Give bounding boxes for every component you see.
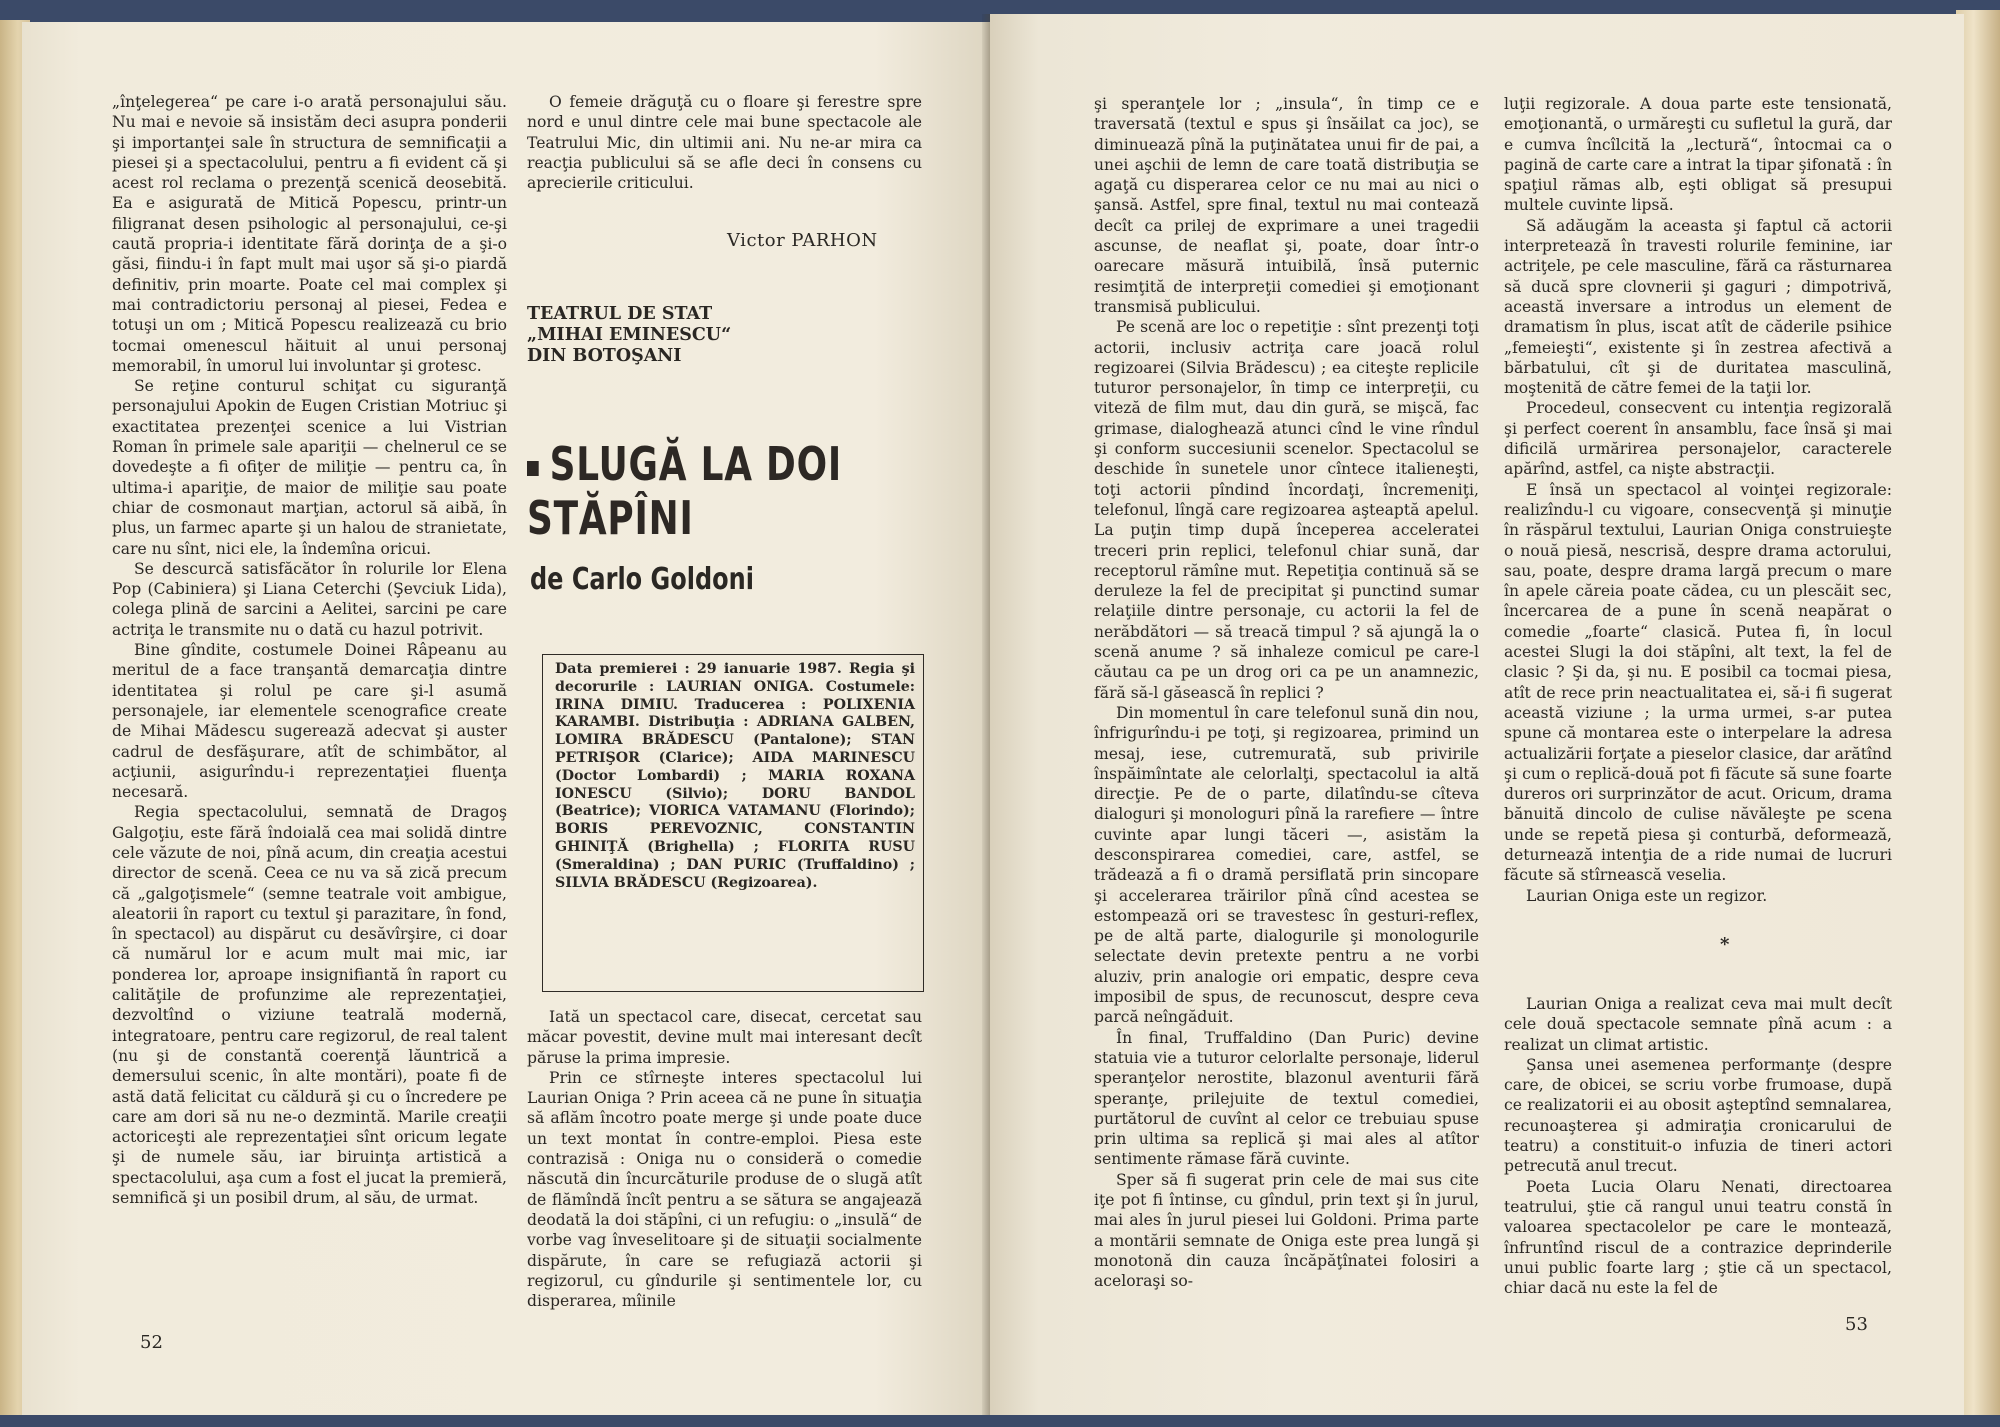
title-bullet-square: [527, 461, 539, 476]
paragraph: Procedeul, consecvent cu intenţia regizorală şi perfect coerent în ansamblu, face însă şi mai dificilă urmărirea personajelor, caracterele apărînd, astfel, ca nişte abstracţii.: [1504, 399, 1892, 479]
paragraph: Se reţine conturul schiţat cu siguranţă personajului Apokin de Eugen Cristian Motriuc şi exactitatea prezenţei scenice a lui Vistrian Roman în primele sale apariţii — chelnerul ce se dovedeşte a fi ofiţer de miliţie — pentru ca, în ultima-i apariţie, de maior de miliţie sau poate chiar de cosmonaut marţian, actorul să aibă, în plus, un farmec aparte şi un halou de stranietate, care nu sînt, nici ele, la îndemîna oricui.: [112, 377, 507, 558]
paragraph: Laurian Oniga este un regizor.: [1526, 886, 1768, 905]
play-title: [527, 437, 842, 545]
section-break-asterisk: *: [1720, 934, 1730, 955]
credits-box: [542, 654, 924, 992]
right-page-column-2-continued: [1504, 994, 1892, 1306]
theatre-heading: [527, 304, 731, 367]
paragraph: Să adăugăm la aceasta şi faptul că actorii interpretează în travesti rolurile feminine, iar actriţele, pe cele masculine, fără ca răsturnarea să ducă spre clovnerii şi gaguri ; dimpotrivă, această inversare a introdus un element de dramatism în plus, iscat atît de căderile psihice „femeieşti“, existente şi în zestrea afectivă a bărbatului, cît şi de duritatea masculină, moştenită de către femei de la taţii lor.: [1504, 216, 1892, 398]
paragraph: Prin ce stîrneşte interes spectacolul lui Laurian Oniga ? Prin aceea că ne pune în situaţia să aflăm încotro poate merge şi unde poate duce un text montat în contre-emploi. Piesa este contrazisă : Oniga nu o consideră o comedie născută din încurcăturile produse de o slugă atît de flămîndă încît pentru a se sătura se angajează deodată la doi stăpîni, ci un refugiu: o „insulă“ de vorbe vag înveselitoare şi de situaţii socialmente dispărute, în care se refugiază actorii şi regizorul, cu gîndurile şi sentimentele lor, cu disperarea, mîinile: [527, 1068, 922, 1311]
paragraph: Se descurcă satisfăcător în rolurile lor Elena Pop (Cabiniera) şi Liana Ceterchi (Şevciuk Lida), colega plină de sarcini a Aelitei, sarcini pe care actriţa le transmite nu o dată cu hazul potrivit.: [112, 559, 507, 639]
paragraph: E însă un spectacol al voinţei regizorale: realizîndu-l cu vigoare, consecvenţă şi minuţie în răspărul textului, Laurian Oniga construieşte o nouă piesă, nescrisă, despre drama actorului, sau, poate, despre drama largă precum o mare în apele căreia poate cădea, cu un plescăit sec, încercarea de a pune în scenă neapărat o comedie „foarte“ clasică. Putea fi, în locul acestei Slugi la doi stăpîni, alt text, la fel de clasic ? Şi da, şi nu. E posibil ca tocmai piesa, atît de rece prin neactualitatea ei, să-i fi sugerat această viziune ; la urma urmei, s-ar putea spune că montarea este o interpelare la adresa actualizării forţate a pieselor clasice, dar arătînd şi cum o replică-două pot fi făcute să sune foarte dureros ori surprinzător de acut. Oricum, drama bănuită dincolo de culise năvăleşte pe scena unde se repetă piesa şi conturbă, deformează, deturnează intenţia de a ride numai de lucruri făcute să stîrnească veselia.: [1504, 480, 1892, 885]
page-right: [990, 14, 1964, 1415]
left-page-column-2-intro: [527, 92, 922, 242]
credits-text: Data premierei : 29 ianuarie 1987. Regia şi decorurile : LAURIAN ONIGA. Costumele: IRINA DIMIU. Traducerea : POLIXENIA KARAMBI. Distribuţia : ADRIANA GALBEN, LOMIRA BRĂDESCU (Pantalone); STAN PETRIŞOR (Clarice); AIDA MARINESCU (Doctor Lombardi) ; MARIA ROXANA IONESCU (Silvio); DORU BANDOL (Beatrice); VIORICA VATAMANU (Florindo); BORIS PEREVOZNIC, CONSTANTIN GHINIŢĂ (Brighella) ; FLORITA RUSU (Smeraldina) ; DAN PURIC (Truffaldino) ; SILVIA BRĂDESCU (Regizoarea).: [555, 661, 915, 891]
paragraph: Bine gîndite, costumele Doinei Râpeanu au meritul de a face tranşantă demarcaţia dintre identitatea şi rolul pe care şi-l asumă personajele, iar elementele scenografice create de Mihai Mădescu sugerează adecvat şi auster cadrul de desfăşurare, atît de schimbător, al acţiunii, asigurîndu-i reprezentaţiei fluenţa necesară.: [112, 641, 507, 802]
page-left: [22, 22, 990, 1415]
paragraph: şi speranţele lor ; „insula“, în timp ce e traversată (textul e spus şi însăilat ca joc), se diminuează pînă la puţinătatea unui fir de pai, a unei aşchii de lemn de care toată distribuţia se agaţă cu disperarea celor ce nu mai au nici o şansă. Astfel, spre final, textul nu mai contează decît ca prilej de exprimare a unei tragedii ascunse, de neaflat şi, poate, doar într-o oarecare măsură intuibilă, însă puternic resimţită de interpreţii comediei şi emoţionant transmisă publicului.: [1094, 95, 1479, 316]
paragraph: Pe scenă are loc o repetiţie : sînt prezenţi toţi actorii, inclusiv actriţa care joacă rolul regizoarei (Silvia Brădescu) ; ea citeşte replicile tuturor personajelor, în timp ce interpreţii, cu viteză de film mut, dau din gură, se mişcă, fac grimase, dialoghează atunci cînd le vine rîndul şi conform succesiunii scenelor. Spectacolul se deschide în sunetele unor cîntece italieneşti, toţi actorii pîndind încordaţi, încremeniţi, telefonul, lîngă care regizoarea aşteaptă apelul. La puţin timp după începerea acceleratei treceri prin replici, telefonul chiar sună, dar receptorul rămîne mut. Repetiţia continuă să se deruleze la fel de precipitat şi punctind sumar relaţiile dintre personaje, cu actorii la fel de nerăbdători — să treacă timpul ? să ajungă la o scenă anume ? să inhaleze comicul pe care-l căutau ca pe un drog ori ca pe un anamnezic, fără să-l găsească în replici ?: [1094, 318, 1479, 702]
article-signature: Victor PARHON: [727, 230, 878, 251]
theatre-heading-line-1: TEATRUL DE STAT: [527, 304, 713, 324]
paragraph: Poeta Lucia Olaru Nenati, directoarea teatrului, ştie că rangul unui teatru constă în valoarea spectacolelor pe care le montează, înfruntînd riscul de a contrazice deprinderile unui public foarte larg ; ştie că un spectacol, chiar dacă nu este la fel de: [1504, 1177, 1892, 1298]
paragraph: Din momentul în care telefonul sună din nou, înfrigurîndu-i pe toţi, şi regizoarea, primind un mesaj, iese, cutremurată, sub privirile înspăimîntate ale celorlalţi, spectacolul ia altă direcţie. Pe de o parte, dilatîndu-se cîteva dialoguri şi monologuri pînă la rarefiere — între cuvinte apar lungi tăceri —, asistăm la desconspirarea comediei, care, astfel, se trădează a fi o dramă persiflată prin sincopare şi accelerarea trăirilor pînă cînd acestea se estompează ori se travestesc în gesturi-reflex, pe de altă parte, dialogurile şi monologurile selectate devin pretexte pentru a ne vorbi aluziv, prin analogie ori empatic, despre ceva imposibil de spus, de recunoscut, despre ceva parcă neîngăduit.: [1094, 703, 1479, 1027]
left-page-column-1: [112, 92, 507, 1317]
paragraph: În final, Truffaldino (Dan Puric) devine statuia vie a tuturor celorlalte personaje, liderul speranţelor nerostite, blazonul aventurii fără speranţe, prilejuite de textul comediei, purtătorul de cuvînt al celor ce trebuiau spuse prin ultima sa replică şi mai ales al atîtor sentimente rămase fără cuvinte.: [1094, 1028, 1479, 1169]
right-page-column-1: [1094, 94, 1479, 1306]
paragraph: Iată un spectacol care, disecat, cercetat sau măcar povestit, devine mult mai interesant decît păruse la prima impresie.: [527, 1008, 922, 1067]
paragraph: luţii regizorale. A doua parte este tensionată, emoţionantă, o urmăreşti cu sufletul la gură, dar e cumva încîlcită la „lectură“, întocmai ca o pagină de carte care a intrat la tipar şifonată : în spaţiul rămas alb, eşti obligat să presupui multele cuvinte lipsă.: [1504, 95, 1892, 215]
page-number-left: 52: [140, 1332, 163, 1353]
page-number-right: 53: [1845, 1314, 1868, 1335]
theatre-heading-line-3: DIN BOTOŞANI: [527, 346, 682, 366]
theatre-heading-line-2: „MIHAI EMINESCU“: [527, 325, 732, 345]
play-title-line-1: SLUGĂ LA DOI: [549, 437, 843, 491]
author-line: de Carlo Goldoni: [530, 562, 754, 597]
intro-paragraph: O femeie drăguţă cu o floare şi ferestre spre nord e unul dintre cele mai bune spectacole ale Teatrului Mic, din ultimii ani. Nu ne-ar mira ca reacţia publicului să se afle deci în consens cu aprecierile criticului.: [527, 93, 922, 193]
paragraph: Regia spectacolului, semnată de Dragoş Galgoţiu, este fără îndoială cea mai solidă dintre cele văzute de noi, pînă acum, din creaţia acestui director de scenă. Ceea ce nu va să zică precum că „galgoţismele“ (semne teatrale voit ambigue, aleatorii în raport cu textul şi parazitare, în fond, în spectacol) au dispărut cu desăvîrşire, ci doar că numărul lor e acum mult mai mic, iar ponderea lor, aproape insignifiantă în raport cu calităţile de profunzime ale reprezentaţiei, dezvoltînd o viziune teatrală modernă, integratoare, pentru care regizorul, de real talent (nu şi de constantă coerenţă lăuntrică a demersului scenic, în alte montări), poate fi de astă dată felicitat cu căldură şi cu o încredere pe care am dori să nu ne-o dezmintă. Marile creaţii actoriceşti ale reprezentaţiei sînt oricum legate şi de numele său, iar biruinţa artistică a spectacolului, aşa cum a fost el jucat la premieră, semnifică şi un posibil drum, al său, de urmat.: [112, 803, 507, 1208]
paragraph: Laurian Oniga a realizat ceva mai mult decît cele două spectacole semnate pînă acum : a realizat un climat artistic.: [1504, 995, 1892, 1054]
paragraph: Sper să fi sugerat prin cele de mai sus cite iţe pot fi întinse, cu gîndul, prin text şi în jurul, mai ales în jurul piesei lui Goldoni. Prima parte a montării semnate de Oniga este prea lungă şi monotonă din cauza încăpăţînatei folosiri a aceloraşi so-: [1094, 1170, 1479, 1291]
right-page-column-2: [1504, 94, 1892, 929]
play-title-line-2: STĂPÎNI: [527, 491, 694, 545]
paragraph: „înţelegerea“ pe care i-o arată personajului său. Nu mai e nevoie să insistăm deci asupra ponderii şi importanţei sale în structura de semnificaţii a piesei şi a spectacolului, pentru a fi evident că şi acest rol reclama o prezenţă scenică deosebită. Ea e asigurată de Mitică Popescu, printr-un filigranat desen psihologic al personajului, ce-şi caută propria-i identitate fără dorinţa de a şi-o găsi, fiindu-i în fapt mult mai uşor să şi-o piardă definitiv, prin moarte. Poate cel mai complex şi mai contradictoriu personaj al piesei, Fedea e totuşi un om ; Mitică Popescu realizează cu brio tocmai omenescul hăituit al unui personaj memorabil, în umorul lui involuntar şi grotesc.: [112, 93, 507, 375]
paragraph: Şansa unei asemenea performanţe (despre care, de obicei, se scriu vorbe frumoase, după ce realizatorii ei au obosit aşteptînd semnalarea, recunoaşterea şi admiraţia cronicarului de teatru) a constituit-o infuzia de tineri actori petrecută anul trecut.: [1504, 1055, 1892, 1176]
left-page-column-2-body: [527, 1007, 922, 1317]
